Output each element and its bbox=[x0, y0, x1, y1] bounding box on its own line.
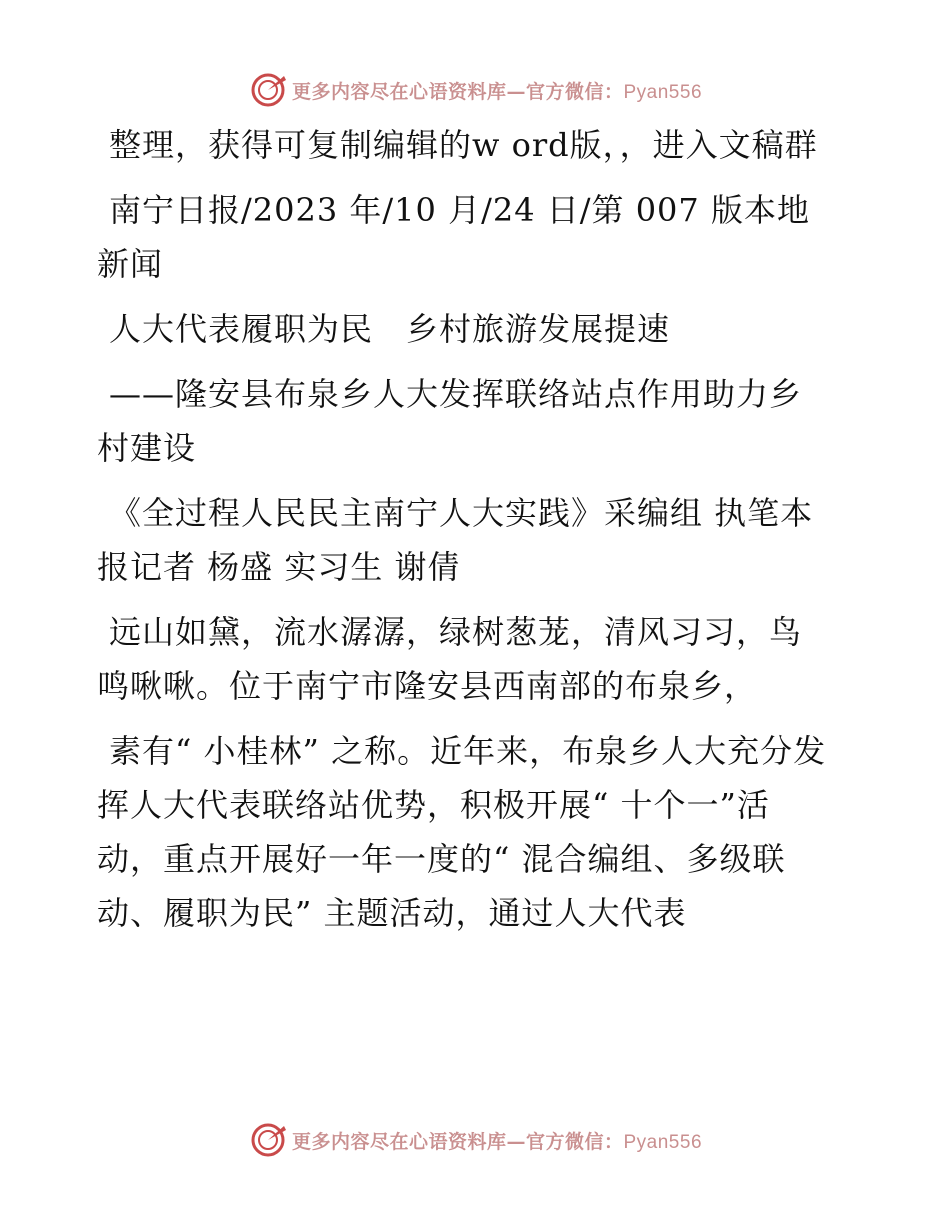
article-headline: 人大代表履职为民 乡村旅游发展提速 bbox=[109, 310, 671, 348]
document-body bbox=[97, 118, 832, 951]
watermark-wechat-id: Pyan556 bbox=[623, 81, 703, 103]
article-byline: 《全过程人民民主南宁人大实践》采编组 执笔本报记者 杨盛 实习生 谢倩 bbox=[97, 494, 814, 586]
paragraph-source-note: 整理，获得可复制编辑的w ord版，，进入文稿群 bbox=[109, 126, 818, 164]
header-watermark bbox=[0, 68, 950, 112]
paragraph-body-1: 远山如黛，流水潺潺，绿树葱茏，清风习习，鸟鸣啾啾。位于南宁市隆安县西南部的布泉乡， bbox=[97, 613, 803, 705]
footer-watermark bbox=[0, 1118, 950, 1162]
watermark-text: 更多内容尽在心语资料库—官方微信：Pyan556 bbox=[291, 80, 703, 103]
paragraph-publication-info: 南宁日报/2023 年/10 月/24 日/第 007 版本地新闻 bbox=[97, 191, 810, 283]
paragraph-body-2: 素有“ 小桂林” 之称。近年来，布泉乡人大充分发挥人大代表联络站优势，积极开展“ 十个一”活动，重点开展好一年一度的“ 混合编组、多级联动、履职为民” 主题活动，通过人大代表 bbox=[97, 732, 827, 932]
watermark-text: 更多内容尽在心语资料库—官方微信：Pyan556 bbox=[291, 1130, 703, 1153]
watermark-wechat-id: Pyan556 bbox=[623, 1131, 703, 1153]
article-subheadline: ——隆安县布泉乡人大发挥联络站点作用助力乡村建设 bbox=[97, 375, 803, 467]
watermark-logo-icon bbox=[248, 70, 288, 110]
watermark-logo-icon bbox=[248, 1120, 288, 1160]
